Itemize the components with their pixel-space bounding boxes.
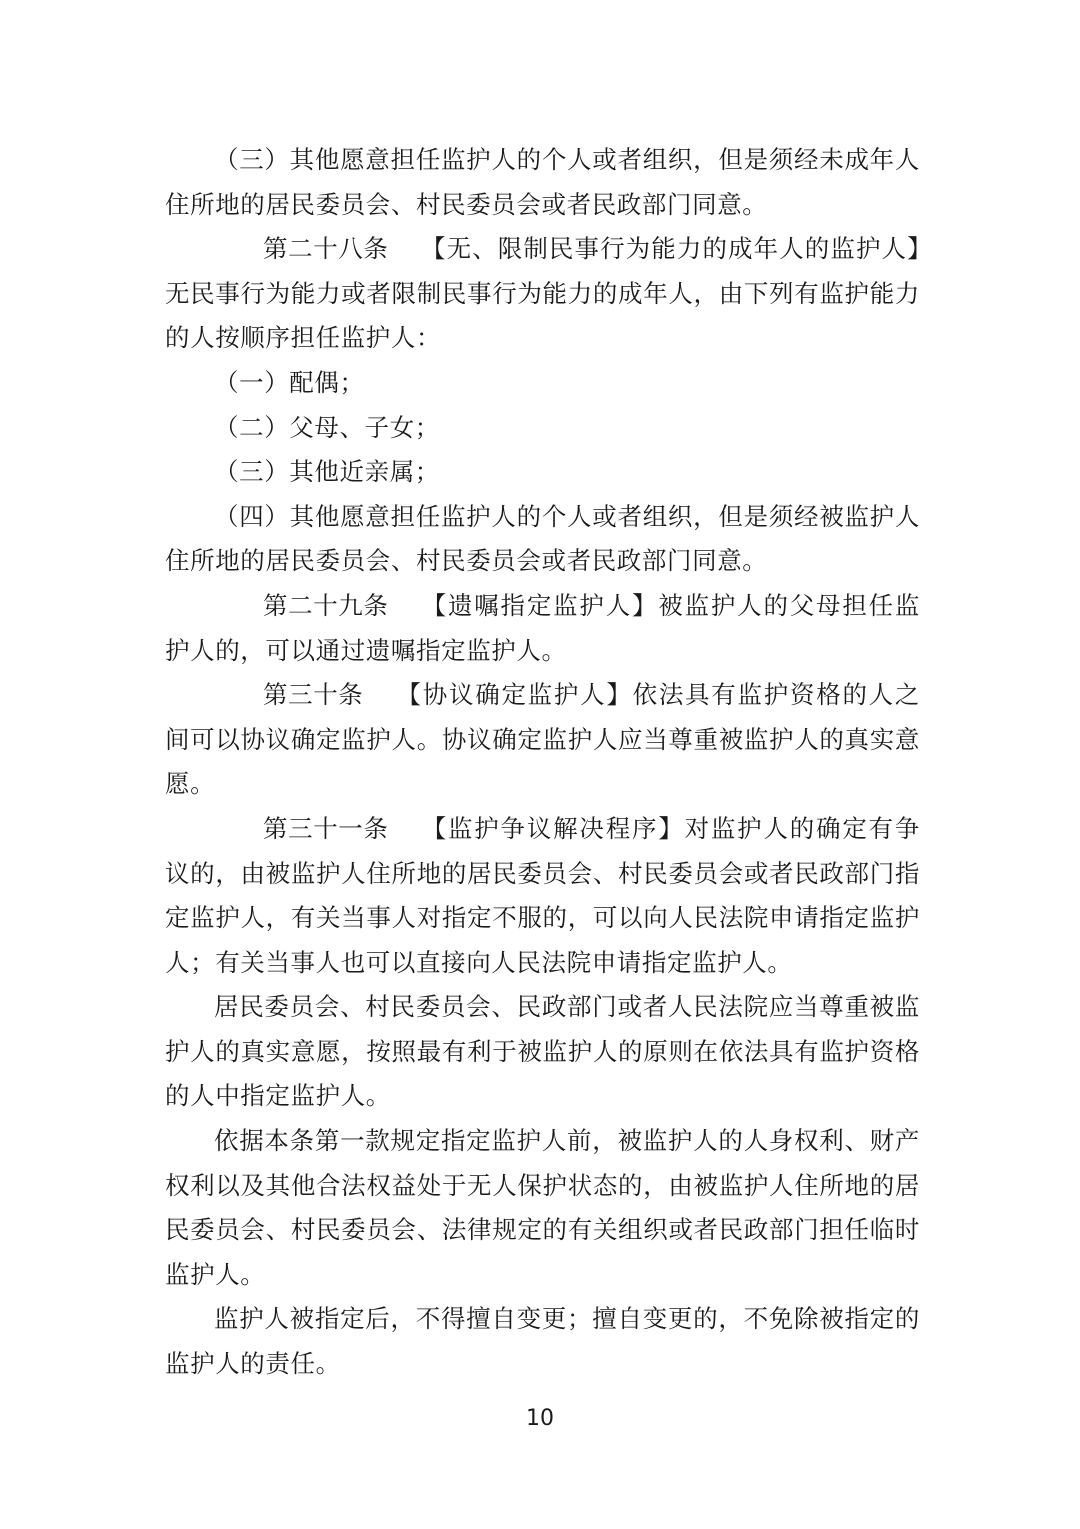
article-number: 第二十八条 [263,234,389,264]
paragraph-text: （二）父母、子女； [214,412,440,442]
paragraph-text: 依据本条第一款规定指定监护人前，被监护人的人身权利、财产权利以及其他合法权益处于无人保护状态的，由被监护人住所地的居民委员会、村民委员会、法律规定的有关组织或者民政部门担任临时监护人。 [165,1126,920,1289]
paragraph-clause-2 [165,406,920,451]
article-29 [165,584,920,673]
document-body [165,138,920,1387]
article-text: 【协议确定监护人】依法具有监护资格的人之间可以协议确定监护人。协议确定监护人应当尊重被监护人的真实意愿。 [165,680,920,799]
paragraph-clause-4 [165,495,920,584]
article-text: 【无、限制民事行为能力的成年人的监护人】无民事行为能力或者限制民事行为能力的成年人，由下列有监护能力的人按顺序担任监护人： [165,234,920,353]
paragraph-clause-3 [165,450,920,495]
article-text: 【遗嘱指定监护人】被监护人的父母担任监护人的，可以通过遗嘱指定监护人。 [165,590,920,665]
article-30 [165,673,920,807]
article-31 [165,807,920,985]
page-number: 10 [526,1406,554,1431]
article-28 [165,227,920,361]
article-number: 第二十九条 [263,590,389,620]
paragraph-text: （四）其他愿意担任监护人的个人或者组织，但是须经被监护人住所地的居民委员会、村民委员会或者民政部门同意。 [165,501,920,576]
paragraph-text: 监护人被指定后，不得擅自变更；擅自变更的，不免除被指定的监护人的责任。 [165,1304,920,1379]
paragraph-text: 居民委员会、村民委员会、民政部门或者人民法院应当尊重被监护人的真实意愿，按照最有利于被监护人的原则在依法具有监护资格的人中指定监护人。 [165,992,920,1111]
paragraph-text: （三）其他近亲属； [214,457,440,487]
paragraph-text: （一）配偶； [214,367,365,397]
paragraph-clause-1 [165,361,920,406]
article-31-paragraph-4 [165,1297,920,1386]
article-number: 第三十一条 [263,813,389,843]
paragraph-text: （三）其他愿意担任监护人的个人或者组织，但是须经未成年人住所地的居民委员会、村民委员会或者民政部门同意。 [165,145,920,219]
article-number: 第三十条 [263,680,364,710]
article-text: 【监护争议解决程序】对监护人的确定有争议的，由被监护人住所地的居民委员会、村民委员会或者民政部门指定监护人，有关当事人对指定不服的，可以向人民法院申请指定监护人；有关当事人也可以直接向人民法院申请指定监护人。 [165,813,920,977]
article-31-paragraph-2 [165,985,920,1119]
paragraph-clause-3-minor [165,138,920,227]
article-31-paragraph-3 [165,1119,920,1297]
